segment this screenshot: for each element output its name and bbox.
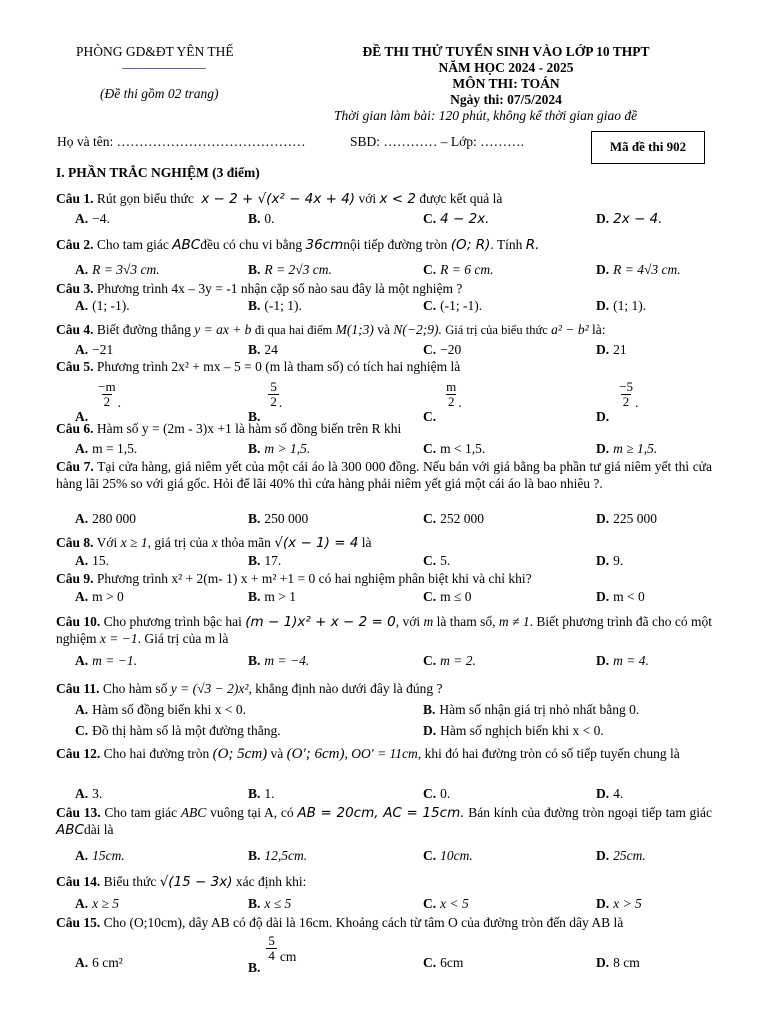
option-b[interactable]: B. x ≤ 5 [248, 896, 292, 911]
question-label: Câu 1. [56, 191, 94, 206]
option-c[interactable]: C. −20 [423, 342, 462, 357]
option-d[interactable]: D. 2x − 4. [596, 211, 663, 227]
option-a[interactable]: A. m > 0 [75, 589, 124, 604]
option-b[interactable]: B. R = 2√3 cm. [248, 262, 332, 277]
options-10 [75, 653, 715, 671]
options-11a [75, 702, 715, 720]
question-12: Câu 12. Cho hai đường tròn (O; 5cm) và (O′; 6cm), OO′ = 11cm, khi đó hai đường tròn có số tiếp tuyến chung là [56, 746, 680, 762]
option-d[interactable]: D. m < 0 [596, 589, 645, 604]
question-14: Câu 14. Biểu thức √(15 − 3x) xác định khi: [56, 874, 307, 890]
question-8: Câu 8. Với x ≥ 1, giá trị của x thỏa mãn √(x − 1) = 4 là [56, 535, 372, 551]
option-b[interactable]: B. 1. [248, 786, 275, 801]
option-b[interactable]: B. 24 [248, 342, 278, 357]
option-a[interactable]: A. 280 000 [75, 511, 136, 526]
question-5: Câu 5. Phương trình 2x² + mx – 5 = 0 (m là tham số) có tích hai nghiệm là [56, 359, 461, 374]
question-3: Câu 3. Phương trình 4x – 3y = -1 nhận cặp số nào sau đây là một nghiệm ? [56, 281, 463, 296]
org-name: PHÒNG GD&ĐT YÊN THẾ [76, 44, 234, 59]
org-underline [122, 68, 206, 69]
option-c[interactable]: C. 5. [423, 553, 451, 568]
option-d[interactable]: D. x > 5 [596, 896, 642, 911]
option-b[interactable]: B. m > 1 [248, 589, 297, 604]
option-b[interactable]: B. 12,5cm. [248, 848, 308, 863]
options-3 [75, 298, 715, 316]
question-11: Câu 11. Cho hàm số y = (√3 − 2)x², khẳng định nào dưới đây là đúng ? [56, 681, 443, 696]
option-b[interactable]: B. Hàm số nhận giá trị nhỏ nhất bằng 0. [423, 702, 640, 717]
options-2 [75, 262, 715, 280]
option-d[interactable]: D. 225 000 [596, 511, 657, 526]
option-a[interactable]: A. 15cm. [75, 848, 125, 863]
option-b[interactable]: B. m > 1,5. [248, 441, 311, 456]
options-8 [75, 553, 715, 571]
option-a[interactable]: A. $\frac{-m}{2}$ . [75, 379, 121, 425]
exam-code-box: Mã đề thi 902 [591, 131, 705, 164]
option-c[interactable]: C. 6cm [423, 955, 464, 970]
option-a[interactable]: A. 6 cm² [75, 955, 123, 970]
option-b[interactable]: B. (-1; 1). [248, 298, 302, 313]
options-12 [75, 786, 715, 804]
option-c[interactable]: C. x < 5 [423, 896, 469, 911]
option-a[interactable]: A. 15. [75, 553, 109, 568]
exam-year: NĂM HỌC 2024 - 2025 [438, 60, 574, 75]
options-14 [75, 896, 715, 914]
option-c[interactable]: C. 252 000 [423, 511, 484, 526]
option-c[interactable]: C. m < 1,5. [423, 441, 486, 456]
option-a[interactable]: A. Hàm số đồng biến khi x < 0. [75, 702, 246, 717]
exam-title: ĐỀ THI THỬ TUYỂN SINH VÀO LỚP 10 THPT [362, 44, 650, 59]
sbd-line: SBD: ………… – Lớp: ………. [350, 134, 525, 149]
option-a[interactable]: A. −21 [75, 342, 114, 357]
question-7: Câu 7. Tại cửa hàng, giá niêm yết của một cái áo là 300 000 đồng. Nếu bán với giá bằng ba phần tư giá niêm yết thì cửa hàng lãi 25% so với giá gốc. Hỏi để lãi 40% thì cửa hàng phải niêm yết giá một cái áo là bao nhiêu ?. [56, 459, 712, 491]
option-d[interactable]: D. (1; 1). [596, 298, 647, 313]
option-d[interactable]: D. m ≥ 1,5. [596, 441, 658, 456]
option-c[interactable]: C. $\frac{m}{2}$ . [423, 379, 462, 425]
pages-note: (Đề thi gồm 02 trang) [100, 86, 219, 101]
option-b[interactable]: B. 17. [248, 553, 282, 568]
math-expression: x − 2 + √(x² − 4x + 4) [201, 191, 356, 207]
option-d[interactable]: D. 4. [596, 786, 624, 801]
option-a[interactable]: A. m = 1,5. [75, 441, 138, 456]
question-2: Câu 2. Cho tam giác ABCđều có chu vi bằng 36cmnội tiếp đường tròn (O; R). Tính R. [56, 237, 540, 253]
option-c[interactable]: C. m = 2. [423, 653, 476, 668]
option-c[interactable]: C. m ≤ 0 [423, 589, 472, 604]
question-text: Rút gọn biểu thức [93, 191, 194, 206]
math-expression: x < 2 [379, 191, 416, 207]
option-a[interactable]: A. −4. [75, 211, 110, 226]
option-b[interactable]: B. 250 000 [248, 511, 309, 526]
options-13 [75, 848, 715, 866]
option-b[interactable]: B. $\frac{5}{2}$ . [248, 379, 283, 425]
option-a[interactable]: A. m = −1. [75, 653, 137, 668]
question-1: Câu 1. Rút gọn biểu thức x − 2 + √(x² − 4x + 4) với x < 2 được kết quả là [56, 191, 503, 207]
section-title: I. PHẦN TRẮC NGHIỆM (3 điểm) [56, 165, 260, 180]
question-13: Câu 13. Cho tam giác ABC vuông tại A, có AB = 20cm, AC = 15cm. Bán kính của đường tròn ngoại tiếp tam giác ABCdài là [56, 805, 713, 838]
option-b[interactable]: B. 0. [248, 211, 275, 226]
option-a[interactable]: A. (1; -1). [75, 298, 130, 313]
option-a[interactable]: A. x ≥ 5 [75, 896, 120, 911]
option-c[interactable]: C. 0. [423, 786, 451, 801]
option-c[interactable]: C. R = 6 cm. [423, 262, 494, 277]
exam-subject: MÔN THI: TOÁN [452, 76, 560, 91]
option-d[interactable]: D. Hàm số nghịch biến khi x < 0. [423, 723, 604, 738]
options-5 [75, 379, 715, 425]
options-7 [75, 511, 715, 529]
exam-time: Thời gian làm bài: 120 phút, không kể thời gian giao đề [334, 108, 638, 123]
option-a[interactable]: A. R = 3√3 cm. [75, 262, 160, 277]
option-b[interactable]: B. $\frac{5}{4}$ cm [248, 933, 297, 976]
options-15 [75, 934, 715, 974]
question-10: Câu 10. Cho phương trình bậc hai (m − 1)x² + x − 2 = 0, với m là tham số, m ≠ 1. Biết phương trình đã cho có một nghiệm x = −1. Giá trị của m là [56, 614, 713, 646]
option-c[interactable]: C. 4 − 2x. [423, 211, 490, 227]
options-1 [75, 211, 715, 229]
name-line: Họ và tên: …………………………………… [57, 134, 306, 149]
option-a[interactable]: A. 3. [75, 786, 103, 801]
option-c[interactable]: C. 10cm. [423, 848, 473, 863]
option-d[interactable]: D. 21 [596, 342, 627, 357]
option-c[interactable]: C. Đồ thị hàm số là một đường thẳng. [75, 723, 281, 738]
question-4: Câu 4. Biết đường thẳng y = ax + b đi qua hai điểm M(1;3) và N(−2;9). Giá trị của biểu thức a² − b² là: [56, 322, 606, 337]
options-9 [75, 589, 715, 607]
option-d[interactable]: D. 8 cm [596, 955, 640, 970]
option-d[interactable]: D. R = 4√3 cm. [596, 262, 681, 277]
options-4 [75, 342, 715, 360]
option-d[interactable]: D. m = 4. [596, 653, 649, 668]
option-d[interactable]: D. 25cm. [596, 848, 646, 863]
option-d[interactable]: D. 9. [596, 553, 624, 568]
question-6: Câu 6. Hàm số y = (2m - 3)x +1 là hàm số đồng biến trên R khi [56, 421, 402, 436]
option-d[interactable]: D. $\frac{-5}{2}$ . [596, 379, 639, 425]
question-9: Câu 9. Phương trình x² + 2(m- 1) x + m² +1 = 0 có hai nghiệm phân biệt khi và chỉ khi? [56, 571, 532, 586]
options-11b [75, 723, 715, 741]
options-6 [75, 441, 715, 459]
exam-date: Ngày thi: 07/5/2024 [450, 92, 562, 107]
option-c[interactable]: C. (-1; -1). [423, 298, 483, 313]
option-b[interactable]: B. m = −4. [248, 653, 310, 668]
question-15: Câu 15. Cho (O;10cm), dây AB có độ dài là 16cm. Khoảng cách từ tâm O của đường tròn đến dây AB là [56, 915, 624, 930]
